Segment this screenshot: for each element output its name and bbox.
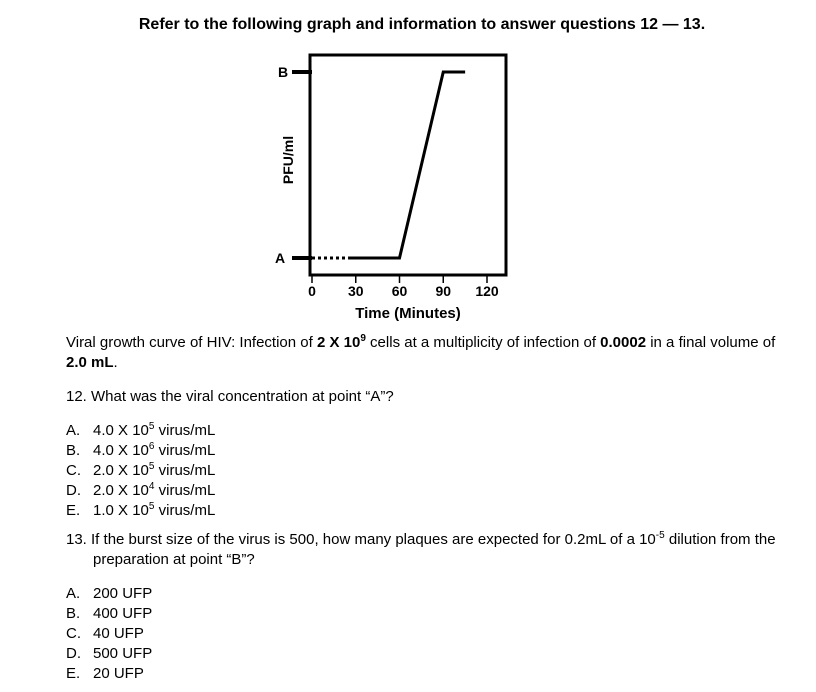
question-12-options bbox=[66, 421, 215, 521]
option-text: 500 UFP bbox=[93, 645, 153, 662]
page-heading: Refer to the following graph and information to answer questions 12 — 13. bbox=[138, 16, 706, 33]
intro-part1: Viral growth curve of HIV: Infection of bbox=[66, 334, 317, 351]
question-12: 12. What was the viral concentration at point “A”? bbox=[66, 388, 394, 405]
x-tick-label: 90 bbox=[435, 283, 452, 299]
option-base: 4.0 X 10 bbox=[93, 442, 149, 459]
option-letter: D. bbox=[66, 645, 81, 662]
option-letter: E. bbox=[66, 502, 81, 519]
y-tick-label-a: A bbox=[274, 250, 286, 266]
option-exp: 6 bbox=[148, 441, 155, 452]
x-axis-label: Time (Minutes) bbox=[355, 305, 461, 322]
q13-part1: 13. If the burst size of the virus is 500, how many plaques are expected for 0.2mL of a 10 bbox=[66, 531, 656, 548]
q13-option bbox=[66, 664, 152, 684]
plot-frame bbox=[310, 55, 506, 275]
q13-option bbox=[66, 604, 152, 624]
intro-paragraph bbox=[66, 333, 791, 373]
question-13-options bbox=[66, 584, 152, 684]
option-text: 400 UFP bbox=[93, 605, 153, 622]
y-tick-label-b: B bbox=[277, 64, 289, 80]
intro-cells-exp: 9 bbox=[360, 333, 366, 344]
q13-exp: -5 bbox=[655, 530, 665, 541]
q12-option bbox=[66, 421, 215, 441]
intro-part2: cells at a multiplicity of infection of bbox=[365, 334, 601, 351]
option-exp: 5 bbox=[148, 461, 155, 472]
q12-option bbox=[66, 441, 215, 461]
option-letter: A. bbox=[66, 422, 81, 439]
q13-part2: dilution from the preparation at point “B”? bbox=[93, 531, 776, 568]
option-base: 2.0 X 10 bbox=[93, 462, 149, 479]
option-text: 20 UFP bbox=[93, 665, 144, 682]
y-axis-label: PFU/ml bbox=[280, 135, 296, 185]
option-text: 40 UFP bbox=[93, 625, 144, 642]
option-letter: E. bbox=[66, 665, 81, 682]
series-growth-curve bbox=[348, 72, 465, 258]
option-unit: virus/mL bbox=[154, 442, 216, 459]
q12-option bbox=[66, 461, 215, 481]
viral-growth-chart bbox=[0, 0, 816, 330]
option-letter: B. bbox=[66, 442, 81, 459]
option-exp: 5 bbox=[148, 421, 155, 432]
x-tick-label: 0 bbox=[308, 283, 316, 299]
x-tick-label: 120 bbox=[475, 283, 499, 299]
x-tick-label: 60 bbox=[391, 283, 408, 299]
intro-volume: 2.0 mL bbox=[66, 354, 114, 371]
intro-moi: 0.0002 bbox=[600, 334, 647, 351]
option-letter: B. bbox=[66, 605, 81, 622]
intro-part3: in a final volume of bbox=[646, 334, 776, 351]
option-unit: virus/mL bbox=[154, 482, 216, 499]
option-base: 4.0 X 10 bbox=[93, 422, 149, 439]
q13-option bbox=[66, 644, 152, 664]
x-tick-label: 30 bbox=[347, 283, 364, 299]
question-13 bbox=[66, 530, 813, 570]
intro-part4: . bbox=[113, 354, 118, 371]
option-base: 2.0 X 10 bbox=[93, 482, 149, 499]
option-exp: 4 bbox=[148, 481, 155, 492]
option-base: 1.0 X 10 bbox=[93, 502, 149, 519]
option-letter: A. bbox=[66, 585, 81, 602]
option-letter: D. bbox=[66, 482, 81, 499]
q13-option bbox=[66, 624, 152, 644]
intro-cells: 2 X 10 bbox=[316, 334, 361, 351]
option-exp: 5 bbox=[148, 501, 155, 512]
option-letter: C. bbox=[66, 625, 81, 642]
option-unit: virus/mL bbox=[154, 422, 216, 439]
option-letter: C. bbox=[66, 462, 81, 479]
option-unit: virus/mL bbox=[154, 502, 216, 519]
q12-option bbox=[66, 501, 215, 521]
q13-option bbox=[66, 584, 152, 604]
option-unit: virus/mL bbox=[154, 462, 216, 479]
option-text: 200 UFP bbox=[93, 585, 153, 602]
q12-option bbox=[66, 481, 215, 501]
